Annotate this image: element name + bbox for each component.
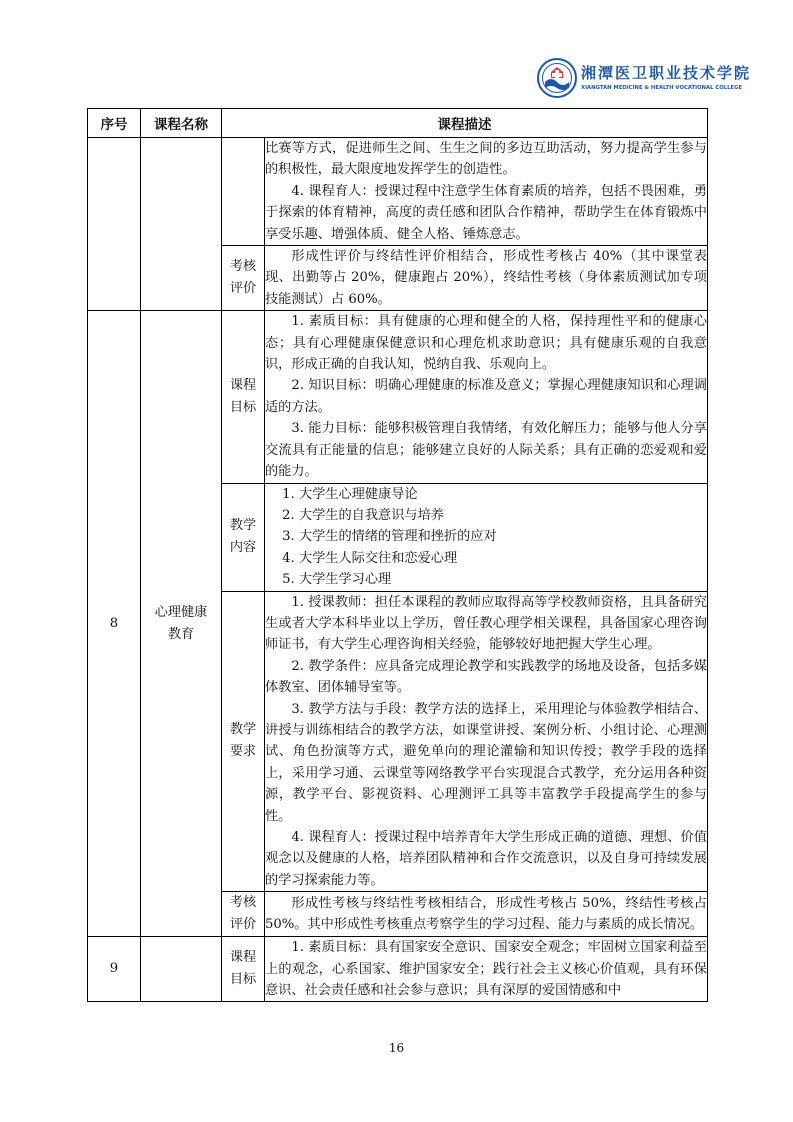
cont-sub-cell [222, 138, 265, 246]
assess-desc-cell [265, 246, 708, 311]
desc-paragraph: 1. 素质目标：具有健康的心理和健全的人格，保持理性平和的健康心态；具有心理健康保健意识和心理危机求助意识；具有健康乐观的自我意识，形成正确的自我认知，悦纳自我、乐观向上。 [265, 314, 707, 373]
desc-paragraph: 2. 教学条件：应具备完成理论教学和实践教学的场地及设备，包括多媒体教室、团体辅导室等。 [265, 658, 707, 696]
table-row [88, 937, 708, 1002]
goals-desc-cell [265, 937, 708, 1002]
desc-paragraph: 4. 课程育人：授课过程中注意学生体育素质的培养，包括不畏困难，勇于探索的体育精神，高度的责任感和团队合作精神，帮助学生在体育锻炼中享受乐趣、增强体质、健全人格、锤炼意志。 [265, 183, 707, 242]
row-number: 9 [88, 937, 141, 1002]
course-name-empty [141, 937, 222, 1002]
table-row [88, 311, 708, 483]
list-item: 5. 大学生学习心理 [282, 572, 392, 588]
page-number: 16 [388, 1041, 405, 1055]
course-name: 心理健康 教育 [141, 311, 222, 937]
requirements-desc-cell [265, 591, 708, 892]
sub-label-goals: 课程 目标 [222, 311, 265, 483]
desc-paragraph: 形成性考核与终结性考核相结合，形成性考核占 50%，终结性考核占 50%。其中形成性考核重点考察学生的学习过程、能力与素质的成长情况。 [265, 895, 707, 933]
school-name-en: XIANGTAN MEDICINE & HEALTH VOCATIONAL COLLEGE [581, 85, 743, 91]
desc-paragraph: 1. 授课教师：担任本课程的教师应取得高等学校教师资格，且具备研究生或者大学本科毕业以上学历，曾任教心理学相关课程，具备国家心理咨询师证书，有大学生心理咨询相关经验，能够较好地把握大学生心理。 [265, 594, 707, 653]
goals-desc-cell [265, 311, 708, 483]
school-name-cn: 湘潭医卫职业技术学院 [581, 64, 752, 82]
row-number: 8 [88, 311, 141, 937]
column-header-description: 课程描述 [222, 109, 708, 138]
sub-label-goals: 课程 目标 [222, 937, 265, 1002]
sub-label-assess: 考核 评价 [222, 892, 265, 937]
cont-no-cell [88, 138, 141, 311]
sub-label-requirements: 教学 要求 [222, 591, 265, 892]
desc-paragraph: 形成性评价与终结性评价相结合，形成性考核占 40%（其中课堂表现、出勤等占 20%，健康跑占 20%），终结性考核（身体素质测试加专项技能测试）占 60%。 [265, 249, 707, 307]
desc-paragraph: 3. 教学方法与手段：教学方法的选择上，采用理论与体验教学相结合、讲授与训练相结合的教学方法，如课堂讲授、案例分析、小组讨论、心理测试、角色扮演等方式，避免单向的理论灌输和知识传授；教学手段的选择上，采用学习通、云课堂等网络教学平台实现混合式教学，充分运用各种资源，教学平台、影视资料、心理测评工具等丰富教学手段提高学生的参与性。 [265, 701, 707, 824]
assess-desc-cell [265, 892, 708, 937]
desc-paragraph: 1. 素质目标：具有国家安全意识、国家安全观念；牢固树立国家利益至上的观念，心系国家、维护国家安全；践行社会主义核心价值观，具有环保意识、社会责任感和社会参与意识；具有深厚的爱国情感和中 [265, 940, 707, 999]
table-row [88, 138, 708, 246]
desc-paragraph: 4. 课程育人：授课过程中培养青年大学生形成正确的道德、理想、价值观念以及健康的人格，培养团队精神和合作交流意识，以及自身可持续发展的学习探索能力等。 [265, 830, 707, 888]
cont-desc-cell [265, 138, 708, 246]
cont-name-cell [141, 138, 222, 311]
list-item: 4. 大学生人际交往和恋爱心理 [282, 550, 458, 566]
content-desc-cell [265, 483, 708, 591]
desc-paragraph: 3. 能力目标：能够积极管理自我情绪，有效化解压力；能够与他人分享交流具有正能量的信息；能够建立良好的人际关系；具有正确的恋爱观和爱的能力。 [265, 421, 707, 480]
column-header-no: 序号 [88, 109, 141, 138]
list-item: 1. 大学生心理健康导论 [282, 486, 418, 502]
table-header-row [88, 109, 708, 138]
list-item: 2. 大学生的自我意识与培养 [282, 507, 444, 523]
desc-paragraph: 2. 知识目标：明确心理健康的标准及意义；掌握心理健康知识和心理调适的方法。 [265, 378, 707, 415]
sub-label-assess: 考核 评价 [222, 246, 265, 311]
school-emblem-icon [537, 58, 577, 98]
school-logo [537, 58, 752, 108]
list-item: 3. 大学生的情绪的管理和挫折的应对 [282, 529, 497, 545]
sub-label-content: 教学 内容 [222, 483, 265, 591]
course-table [87, 108, 708, 1002]
column-header-course-name: 课程名称 [141, 109, 222, 138]
desc-paragraph: 比赛等方式，促进师生之间、生生之间的多边互助活动，努力提高学生参与的积极性，最大限度地发挥学生的创造性。 [265, 141, 707, 178]
